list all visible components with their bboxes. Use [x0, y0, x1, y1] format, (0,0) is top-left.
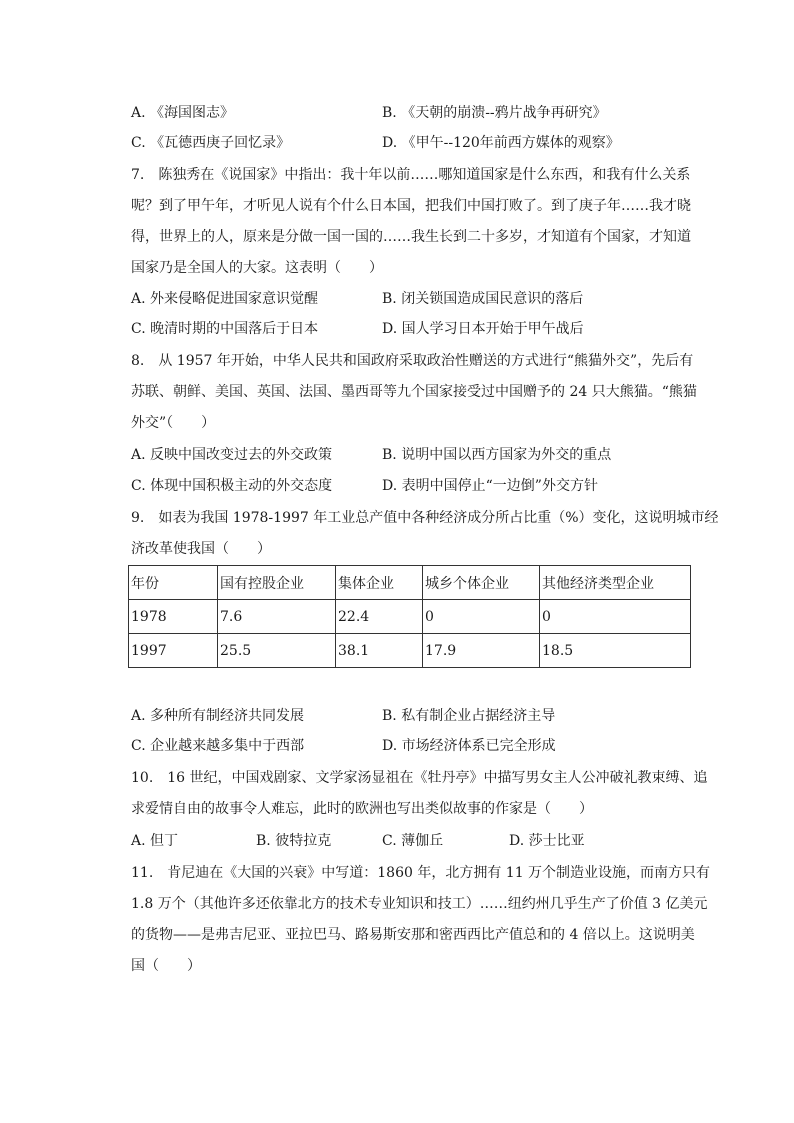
q10-option-c[interactable]: C. 薄伽丘	[382, 833, 444, 849]
table-cell: 0	[423, 600, 540, 634]
table-header-cell: 年份	[129, 566, 218, 600]
q7-line: 国家乃是全国人的大家。这表明（ ）	[131, 260, 383, 276]
table-cell: 25.5	[218, 634, 336, 668]
q11-stem	[131, 858, 711, 982]
q8-line: 外交”（ ）	[131, 415, 216, 431]
q10-option-b[interactable]: B. 彼特拉克	[256, 833, 332, 849]
q9-option-b[interactable]: B. 私有制企业占据经济主导	[382, 708, 556, 724]
q8-option-d[interactable]: D. 表明中国停止“一边倒”外交方针	[382, 478, 598, 494]
q10-stem	[131, 763, 708, 825]
q10-line: 10. 16 世纪，中国戏剧家、文学家汤显祖在《牡丹亭》中描写男女主人公冲破礼教束缚、追	[131, 770, 708, 786]
q9-option-c[interactable]: C. 企业越来越多集中于西部	[131, 738, 305, 754]
q7-line: 7. 陈独秀在《说国家》中指出：我十年以前……哪知道国家是什么东西，和我有什么关系	[131, 167, 691, 183]
q8-stem	[131, 346, 697, 439]
q10-options-row	[131, 830, 731, 852]
q9-options-row-1	[131, 705, 731, 727]
q9-option-d[interactable]: D. 市场经济体系已完全形成	[382, 738, 556, 754]
q11-line: 的货物——是弗吉尼亚、亚拉巴马、路易斯安那和密西西比产值总和的 4 倍以上。这说明美	[131, 927, 695, 943]
table-row	[129, 634, 691, 668]
q7-options-row-2	[131, 318, 731, 340]
q9-options-row-2	[131, 735, 731, 757]
q9-line: 济改革使我国（ ）	[131, 541, 271, 557]
q7-option-b[interactable]: B. 闭关锁国造成国民意识的落后	[382, 291, 584, 307]
q8-options-row-2	[131, 475, 731, 497]
q6-option-a[interactable]: A. 《海国图志》	[131, 105, 235, 121]
table-header-cell: 其他经济类型企业	[540, 566, 691, 600]
q7-option-c[interactable]: C. 晚清时期的中国落后于日本	[131, 321, 319, 337]
q8-option-b[interactable]: B. 说明中国以西方国家为外交的重点	[382, 447, 612, 463]
q7-stem	[131, 160, 691, 284]
table-header-cell: 国有控股企业	[218, 566, 336, 600]
q7-line: 呢？到了甲午年，才听见人说有个什么日本国，把我们中国打败了。到了庚子年……我才晓	[131, 198, 691, 214]
q6-option-c[interactable]: C. 《瓦德西庚子回忆录》	[131, 135, 291, 151]
q6-option-d[interactable]: D. 《甲午--120年前西方媒体的观察》	[382, 135, 620, 151]
q6-option-b[interactable]: B. 《天朝的崩溃--鸦片战争再研究》	[382, 105, 607, 121]
q10-option-d[interactable]: D. 莎士比亚	[509, 833, 585, 849]
table-cell: 17.9	[423, 634, 540, 668]
q8-line: 8. 从 1957 年开始，中华人民共和国政府采取政治性赠送的方式进行“熊猫外交”，先后有	[131, 353, 694, 369]
table-cell: 1997	[129, 634, 218, 668]
q9-line: 9. 如表为我国 1978-1997 年工业总产值中各种经济成分所占比重（%）变化，这说明城市经	[131, 510, 719, 526]
q6-options-row-1	[131, 102, 731, 124]
q8-line: 苏联、朝鲜、美国、英国、法国、墨西哥等九个国家接受过中国赠予的 24 只大熊猫。“熊猫	[131, 384, 697, 400]
table-cell: 22.4	[336, 600, 423, 634]
q7-options-row-1	[131, 288, 731, 310]
table-cell: 18.5	[540, 634, 691, 668]
q8-option-c[interactable]: C. 体现中国积极主动的外交态度	[131, 478, 333, 494]
table-cell: 38.1	[336, 634, 423, 668]
economic-composition-table	[128, 565, 691, 668]
table-cell: 7.6	[218, 600, 336, 634]
table-header-row	[129, 566, 691, 600]
q11-line: 11. 肯尼迪在《大国的兴衰》中写道：1860 年，北方拥有 11 万个制造业设施，而南方只有	[131, 865, 711, 881]
q11-line: 国（ ）	[131, 958, 201, 974]
q6-options-row-2	[131, 132, 731, 154]
q7-option-a[interactable]: A. 外来侵略促进国家意识觉醒	[131, 291, 319, 307]
table-header-cell: 城乡个体企业	[423, 566, 540, 600]
table-header-cell: 集体企业	[336, 566, 423, 600]
q8-options-row-1	[131, 444, 731, 466]
q10-line: 求爱情自由的故事令人难忘，此时的欧洲也写出类似故事的作家是（ ）	[131, 801, 593, 817]
table-row	[129, 600, 691, 634]
table-cell: 1978	[129, 600, 218, 634]
q7-option-d[interactable]: D. 国人学习日本开始于甲午战后	[382, 321, 584, 337]
table-cell: 0	[540, 600, 691, 634]
q7-line: 得，世界上的人，原来是分做一国一国的……我生长到二十多岁，才知道有个国家，才知道	[131, 229, 691, 245]
q8-option-a[interactable]: A. 反映中国改变过去的外交政策	[131, 447, 333, 463]
q9-stem	[131, 503, 719, 565]
q9-option-a[interactable]: A. 多种所有制经济共同发展	[131, 708, 305, 724]
q11-line: 1.8 万个（其他许多还依靠北方的技术专业知识和技工）……纽约州几乎生产了价值 3 亿美元	[131, 896, 708, 912]
q10-option-a[interactable]: A. 但丁	[131, 833, 179, 849]
